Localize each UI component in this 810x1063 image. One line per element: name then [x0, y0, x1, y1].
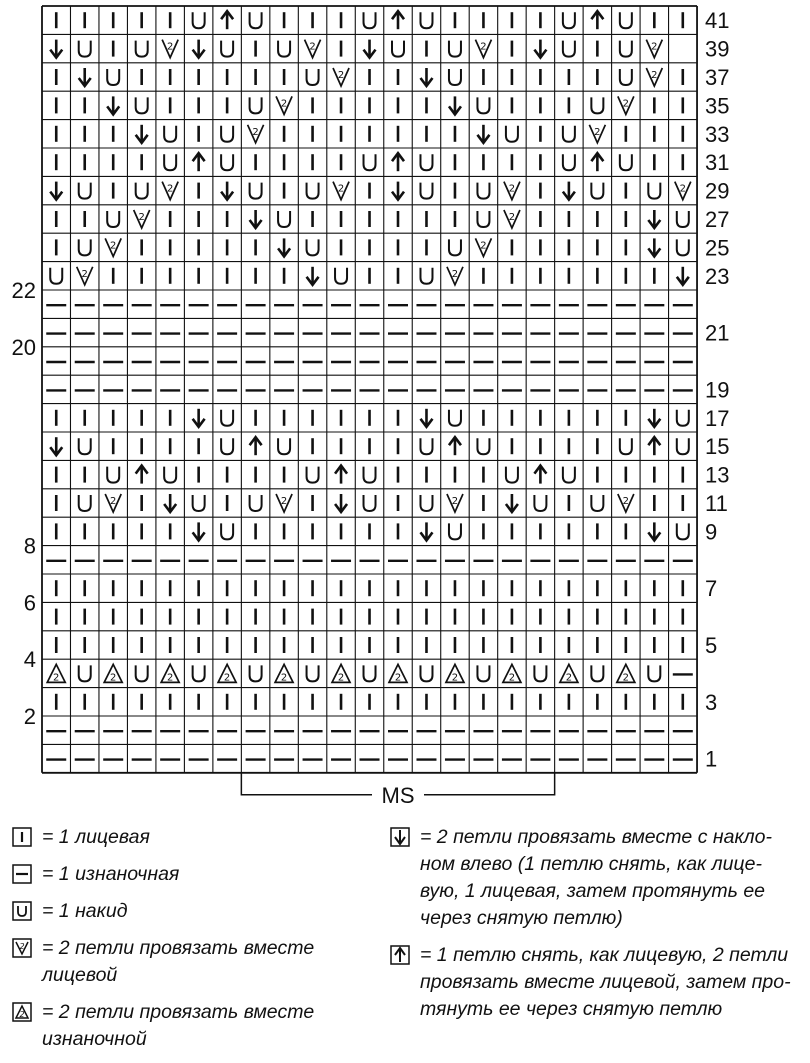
- yarn-over-symbol: [449, 69, 461, 85]
- k2tog-icon: [12, 938, 32, 958]
- p2tog-symbol: [104, 664, 122, 683]
- yarn-over-symbol: [250, 97, 262, 113]
- legend-text-ssk: = 2 петли провязать вместе с накло- ном влево (1 петлю снять, как лице- вую, 1 лицевая, затем протянуть ее через снятую петлю): [420, 826, 772, 929]
- k2tog-symbol: [276, 494, 292, 512]
- k2tog-symbol: [333, 68, 349, 86]
- k2tog-symbol: [589, 125, 605, 143]
- yarn-over-symbol: [364, 495, 376, 511]
- ssk-icon: [390, 827, 410, 847]
- svg-text:2: 2: [280, 98, 288, 110]
- yarn-over-symbol: [79, 183, 91, 199]
- svg-text:2: 2: [679, 183, 686, 195]
- ssk-symbol: [307, 267, 319, 285]
- yarn-over-symbol: [107, 69, 119, 85]
- svg-text:2: 2: [110, 496, 117, 507]
- p2tog-symbol: [617, 664, 635, 683]
- k2tog-symbol: [646, 68, 662, 86]
- svg-text:2: 2: [651, 41, 658, 53]
- svg-text:2: 2: [337, 672, 345, 684]
- row-label-right: 3: [705, 689, 718, 715]
- ssk-symbol: [563, 182, 575, 200]
- ssk-symbol: [677, 267, 689, 285]
- row-label-right: 21: [705, 320, 730, 346]
- yarn-over-symbol: [193, 665, 205, 681]
- p2tog-icon: [12, 1002, 32, 1022]
- ssk-symbol: [648, 210, 660, 228]
- yarn-over-symbol: [563, 12, 575, 28]
- yarn-over-symbol: [79, 495, 91, 511]
- k2tog-symbol: [646, 40, 662, 58]
- yarn-over-symbol: [278, 41, 290, 57]
- row-label-right: 15: [705, 434, 730, 460]
- yarn-over-symbol: [50, 268, 62, 284]
- yarn-over-symbol: [250, 183, 262, 199]
- yarn-over-symbol: [420, 495, 432, 511]
- ssk-symbol: [364, 40, 376, 58]
- yarn-over-symbol: [250, 665, 262, 681]
- legend-item-purl: [6, 861, 386, 888]
- svg-text:2: 2: [451, 268, 459, 280]
- row-label-right: 11: [705, 491, 728, 516]
- ssk-symbol: [193, 40, 205, 58]
- yarn-over-symbol: [563, 126, 575, 142]
- legend-text-yarn-over: = 1 накид: [42, 900, 128, 922]
- svg-text:2: 2: [565, 672, 573, 684]
- yarn-over-symbol: [620, 69, 632, 85]
- yarn-over-symbol: [449, 239, 461, 255]
- k2tog-symbol: [447, 494, 463, 512]
- yarn-over-symbol: [677, 523, 689, 539]
- svg-text:2: 2: [480, 41, 487, 53]
- row-label-right: 33: [705, 121, 730, 147]
- repeat-bracket-right: [424, 773, 555, 795]
- yarn-over-symbol: [591, 183, 603, 199]
- k2tog-symbol: [618, 96, 634, 114]
- yarn-over-symbol: [136, 183, 148, 199]
- k2tog-symbol: [475, 40, 491, 58]
- yarn-over-symbol: [107, 467, 119, 483]
- ssk-symbol: [278, 238, 290, 256]
- row-label-right: 9: [705, 519, 718, 545]
- svg-text:2: 2: [166, 41, 174, 53]
- yarn-over-symbol: [420, 438, 432, 454]
- sk2p-symbol: [136, 466, 148, 484]
- k2tog-symbol: [618, 494, 634, 512]
- yarn-over-symbol: [477, 211, 489, 227]
- ssk-symbol: [420, 409, 432, 427]
- k2tog-symbol: [77, 267, 93, 285]
- svg-text:2: 2: [280, 496, 288, 507]
- ssk-symbol: [420, 68, 432, 86]
- yarn-over-symbol: [534, 665, 546, 681]
- k2tog-symbol: [162, 40, 178, 58]
- yarn-over-symbol: [477, 97, 489, 113]
- row-label-right: 41: [705, 8, 730, 34]
- svg-text:2: 2: [110, 672, 117, 684]
- row-label-right: 5: [705, 633, 718, 658]
- yarn-over-symbol: [193, 495, 205, 511]
- p2tog-symbol: [218, 664, 236, 683]
- yarn-over-symbol: [364, 467, 376, 483]
- row-label-right: 7: [705, 576, 718, 602]
- svg-text:2: 2: [166, 672, 174, 684]
- legend-text-knit: = 1 лицевая: [42, 826, 150, 848]
- k2tog-symbol: [276, 96, 292, 114]
- legend-text-sk2p: = 1 петлю снять, как лицевую, 2 петли провязать вместе лицевой, затем про- тянуть ее через снятую петлю: [420, 944, 791, 1020]
- svg-text:2: 2: [110, 240, 117, 252]
- yarn-over-symbol: [420, 183, 432, 199]
- yarn-over-symbol: [420, 154, 432, 170]
- svg-text:2: 2: [19, 942, 25, 951]
- p2tog-symbol: [275, 664, 293, 683]
- row-label-right: 39: [705, 36, 730, 62]
- p2tog-symbol: [560, 664, 578, 683]
- p2tog-symbol: [503, 664, 521, 683]
- yarn-over-symbol: [534, 495, 546, 511]
- sk2p-symbol: [449, 437, 461, 455]
- yarn-over-symbol: [620, 12, 632, 28]
- sk2p-symbol: [534, 466, 546, 484]
- ssk-symbol: [449, 96, 461, 114]
- ssk-symbol: [335, 494, 347, 512]
- ssk-symbol: [50, 437, 62, 455]
- svg-text:2: 2: [508, 672, 516, 684]
- ssk-symbol: [392, 182, 404, 200]
- yarn-over-symbol: [278, 438, 290, 454]
- legend-item-sk2p: [384, 942, 804, 1023]
- yarn-over-symbol: [420, 12, 432, 28]
- yarn-over-symbol: [506, 126, 518, 142]
- yarn-over-symbol: [677, 438, 689, 454]
- yarn-over-symbol: [307, 183, 319, 199]
- p2tog-symbol: [446, 664, 464, 683]
- yarn-over-symbol: [449, 523, 461, 539]
- yarn-over-symbol: [278, 211, 290, 227]
- sk2p-symbol: [392, 153, 404, 171]
- yarn-over-symbol: [677, 211, 689, 227]
- svg-text:2: 2: [622, 496, 630, 507]
- yarn-over-symbol: [307, 467, 319, 483]
- yarn-over-symbol: [136, 41, 148, 57]
- k2tog-symbol: [675, 182, 691, 200]
- row-label-left: 4: [23, 647, 36, 673]
- svg-text:2: 2: [622, 672, 630, 684]
- yarn-over-symbol: [563, 154, 575, 170]
- p2tog-symbol: [389, 664, 407, 683]
- svg-text:2: 2: [651, 70, 658, 81]
- sk2p-symbol: [250, 437, 262, 455]
- yarn-over-symbol: [307, 69, 319, 85]
- yarn-over-symbol: [392, 41, 404, 57]
- ssk-symbol: [50, 182, 62, 200]
- yarn-over-symbol: [420, 665, 432, 681]
- repeat-bracket-left: [241, 773, 372, 795]
- ssk-symbol: [648, 522, 660, 540]
- yarn-over-symbol: [250, 495, 262, 511]
- k2tog-symbol: [504, 210, 520, 228]
- yarn-over-symbol: [648, 183, 660, 199]
- row-label-right: 19: [705, 377, 730, 403]
- legend-text-p2tog: = 2 петли провязать вместе изнаночной: [42, 1001, 315, 1050]
- p2tog-symbol: [332, 664, 350, 683]
- row-label-right: 37: [705, 65, 730, 90]
- yarn-over-symbol: [364, 665, 376, 681]
- row-label-right: 31: [705, 150, 730, 176]
- ssk-symbol: [107, 96, 119, 114]
- k2tog-symbol: [447, 267, 463, 285]
- ssk-symbol: [420, 522, 432, 540]
- purl-stitch-icon: [12, 864, 32, 884]
- svg-text:2: 2: [451, 672, 459, 684]
- yarn-over-symbol: [107, 211, 119, 227]
- yarn-over-symbol: [136, 665, 148, 681]
- ssk-symbol: [221, 182, 233, 200]
- k2tog-symbol: [504, 182, 520, 200]
- legend-item-yarn-over: [6, 898, 386, 925]
- svg-text:2: 2: [252, 126, 259, 138]
- yarn-over-symbol: [364, 154, 376, 170]
- yarn-over-symbol: [164, 126, 176, 142]
- legend-item-p2tog: [6, 999, 386, 1053]
- yarn-over-symbol: [164, 154, 176, 170]
- row-label-right: 23: [705, 263, 730, 289]
- legend-text-k2tog: = 2 петли провязать вместе лицевой: [42, 937, 315, 986]
- k2tog-symbol: [305, 40, 321, 58]
- sk2p-symbol: [335, 466, 347, 484]
- k2tog-symbol: [162, 182, 178, 200]
- yarn-over-symbol: [591, 97, 603, 113]
- knit-stitch-icon: [12, 827, 32, 847]
- k2tog-symbol: [475, 238, 491, 256]
- yarn-over-symbol: [677, 239, 689, 255]
- svg-text:2: 2: [81, 268, 88, 280]
- yarn-over-symbol: [477, 665, 489, 681]
- yarn-over-symbol: [79, 239, 91, 255]
- yarn-over-symbol: [335, 268, 347, 284]
- yarn-over-symbol: [250, 12, 262, 28]
- ssk-symbol: [50, 40, 62, 58]
- row-label-left: 22: [11, 278, 36, 303]
- row-label-right: 29: [705, 178, 730, 204]
- p2tog-symbol: [47, 664, 65, 683]
- yarn-over-symbol: [307, 665, 319, 681]
- ssk-symbol: [136, 125, 148, 143]
- yarn-over-symbol: [136, 97, 148, 113]
- yarn-over-symbol: [620, 154, 632, 170]
- svg-text:2: 2: [337, 183, 345, 195]
- ssk-symbol: [79, 68, 91, 86]
- row-label-left: 20: [11, 334, 36, 360]
- legend-item-knit: [6, 824, 386, 851]
- svg-text:2: 2: [309, 41, 316, 53]
- yarn-over-symbol: [591, 495, 603, 511]
- row-label-left: 8: [23, 533, 36, 559]
- yarn-over-symbol: [79, 41, 91, 57]
- sk2p-symbol: [591, 153, 603, 171]
- sk2p-symbol: [392, 11, 404, 29]
- yarn-over-symbol: [677, 410, 689, 426]
- legend-item-ssk: [384, 824, 804, 932]
- k2tog-symbol: [134, 210, 150, 228]
- svg-text:2: 2: [451, 496, 459, 507]
- yarn-over-symbol: [221, 126, 233, 142]
- k2tog-symbol: [105, 238, 121, 256]
- ssk-symbol: [193, 522, 205, 540]
- svg-text:2: 2: [594, 126, 601, 138]
- svg-text:2: 2: [622, 98, 630, 110]
- legend-text-purl: = 1 изнаночная: [42, 863, 180, 885]
- legend-right: [384, 824, 804, 1033]
- yarn-over-symbol: [506, 467, 518, 483]
- yarn-over-symbol: [221, 410, 233, 426]
- row-label-right: 13: [705, 462, 730, 488]
- k2tog-symbol: [333, 182, 349, 200]
- sk2p-icon: [390, 945, 410, 965]
- yarn-over-symbol: [79, 665, 91, 681]
- ssk-symbol: [193, 409, 205, 427]
- legend-item-k2tog: [6, 935, 386, 989]
- yarn-over-symbol: [477, 183, 489, 199]
- yarn-over-symbol: [307, 239, 319, 255]
- ssk-symbol: [506, 494, 518, 512]
- svg-text:2: 2: [337, 70, 345, 81]
- svg-text:2: 2: [508, 183, 516, 195]
- svg-text:2: 2: [138, 212, 145, 223]
- legend-left: [6, 824, 386, 1063]
- k2tog-symbol: [105, 494, 121, 512]
- ssk-symbol: [477, 125, 489, 143]
- svg-text:2: 2: [280, 672, 288, 684]
- yarn-over-symbol: [449, 410, 461, 426]
- yarn-over-symbol: [221, 154, 233, 170]
- yarn-over-symbol: [221, 438, 233, 454]
- yarn-over-symbol: [193, 12, 205, 28]
- sk2p-symbol: [591, 11, 603, 29]
- yarn-over-symbol: [79, 438, 91, 454]
- svg-text:2: 2: [394, 672, 402, 684]
- ssk-symbol: [250, 210, 262, 228]
- row-label-right: 17: [705, 405, 730, 431]
- row-label-right: 27: [705, 207, 730, 232]
- yarn-over-icon: [12, 901, 32, 921]
- row-label-left: 6: [23, 590, 36, 616]
- yarn-over-symbol: [563, 41, 575, 57]
- ssk-symbol: [648, 238, 660, 256]
- yarn-over-symbol: [420, 268, 432, 284]
- svg-text:2: 2: [53, 672, 60, 684]
- p2tog-symbol: [161, 664, 179, 683]
- k2tog-symbol: [248, 125, 264, 143]
- svg-text:2: 2: [19, 1010, 25, 1019]
- yarn-over-symbol: [620, 41, 632, 57]
- sk2p-symbol: [648, 437, 660, 455]
- yarn-over-symbol: [591, 665, 603, 681]
- ssk-symbol: [648, 409, 660, 427]
- ssk-symbol: [534, 40, 546, 58]
- ssk-symbol: [164, 494, 176, 512]
- yarn-over-symbol: [221, 523, 233, 539]
- row-label-left: 2: [23, 704, 36, 729]
- repeat-label: MS: [381, 782, 415, 808]
- svg-text:2: 2: [223, 672, 231, 684]
- yarn-over-symbol: [477, 438, 489, 454]
- yarn-over-symbol: [221, 41, 233, 57]
- yarn-over-symbol: [449, 41, 461, 57]
- svg-text:2: 2: [480, 240, 487, 252]
- sk2p-symbol: [193, 153, 205, 171]
- svg-text:2: 2: [508, 212, 516, 223]
- yarn-over-symbol: [648, 665, 660, 681]
- svg-text:2: 2: [166, 183, 174, 195]
- yarn-over-symbol: [563, 467, 575, 483]
- row-label-right: 1: [705, 746, 718, 772]
- sk2p-symbol: [221, 11, 233, 29]
- yarn-over-symbol: [364, 12, 376, 28]
- yarn-over-symbol: [620, 438, 632, 454]
- row-label-right: 35: [705, 93, 730, 119]
- row-label-right: 25: [705, 235, 730, 261]
- yarn-over-symbol: [164, 467, 176, 483]
